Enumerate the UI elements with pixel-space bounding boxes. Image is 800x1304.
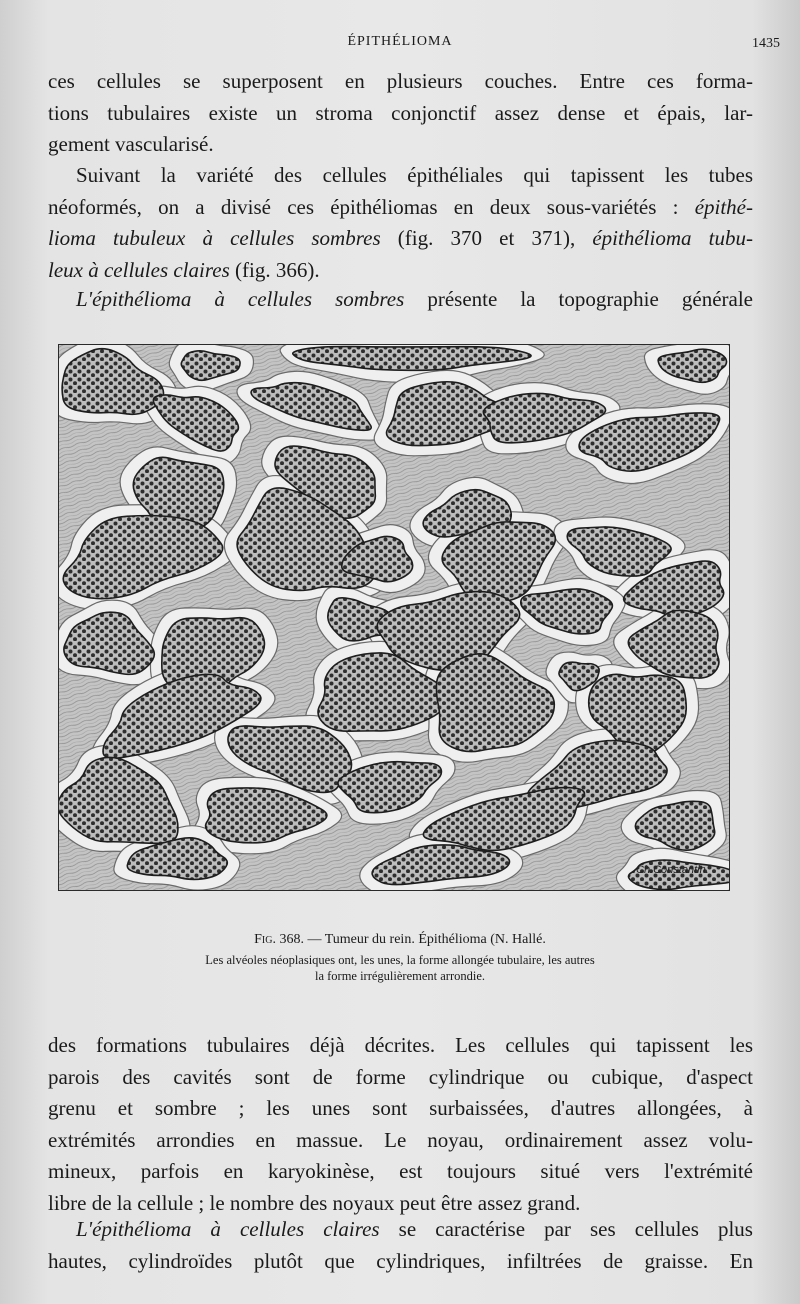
figure-caption-text [100, 952, 700, 984]
text-span: (fig. 370 et 371), [380, 226, 593, 250]
histology-illustration [59, 345, 729, 890]
text-line [48, 255, 753, 287]
italic-span: lioma tubuleux à cellules sombres [48, 226, 381, 250]
italic-span: L'épithélioma à cellules sombres [76, 287, 405, 311]
paragraph-1 [48, 66, 753, 161]
paragraph-2 [48, 160, 753, 286]
text-span: se caractérise par ses cellules plus [379, 1217, 753, 1241]
figure-caption-title [0, 932, 800, 948]
page-number: 1435 [752, 36, 780, 51]
text-line [48, 1214, 753, 1246]
text-span: présente la topographie générale [404, 287, 753, 311]
text-line: extrémités arrondies en massue. Le noyau, ordinairement assez volu- [48, 1127, 753, 1152]
text-line: tions tubulaires existe un stroma conjonctif assez dense et épais, lar- [48, 100, 753, 125]
text-line [48, 223, 753, 255]
running-head: ÉPITHÉLIOMA [347, 34, 453, 49]
italic-span: épithé- [694, 194, 753, 219]
paragraph-5 [48, 1214, 753, 1277]
histology-figure [58, 344, 730, 891]
figure-label: Fig. 368. [254, 932, 304, 947]
italic-span: L'épithélioma à cellules claires [76, 1217, 380, 1241]
text-line: mineux, parfois en karyokinèse, est toujours situé vers l'extrémité [48, 1159, 753, 1183]
italic-span: épithélioma tubu- [592, 226, 753, 250]
text-line: ces cellules se superposent en plusieurs couches. Entre ces forma- [48, 69, 753, 93]
figure-title: — Tumeur du rein. Épithélioma (N. Hallé. [303, 932, 546, 947]
text-span: (fig. 366). [229, 257, 320, 282]
text-line: parois des cavités sont de forme cylindrique ou cubique, d'aspect [48, 1064, 753, 1089]
text-line: Suivant la variété des cellules épithéliales qui tapissent les tubes [76, 163, 753, 187]
paragraph-4 [48, 1030, 753, 1219]
caption-line: la forme irrégulièrement arrondie. [314, 969, 486, 983]
text-line [48, 284, 753, 316]
caption-line: Les alvéoles néoplasiques ont, les unes, la forme allongée tubulaire, les autres [205, 953, 595, 967]
italic-span: leux à cellules claires [48, 257, 230, 282]
text-line: hautes, cylindroïdes plutôt que cylindriques, infiltrées de graisse. En [48, 1248, 753, 1273]
text-line: gement vascularisé. [48, 132, 214, 156]
text-line [48, 192, 753, 224]
text-line: libre de la cellule ; le nombre des noyaux peut être assez grand. [48, 1190, 581, 1215]
text-line: grenu et sombre ; les unes sont surbaissées, d'autres allongées, à [48, 1096, 753, 1120]
illustrator-signature: Ch.Constantin. [636, 864, 709, 876]
text-span: néoformés, on a divisé ces épithéliomas en deux sous-variétés : [48, 194, 695, 219]
text-line: des formations tubulaires déjà décrites. Les cellules qui tapissent les [48, 1033, 753, 1057]
paragraph-3 [48, 284, 753, 316]
